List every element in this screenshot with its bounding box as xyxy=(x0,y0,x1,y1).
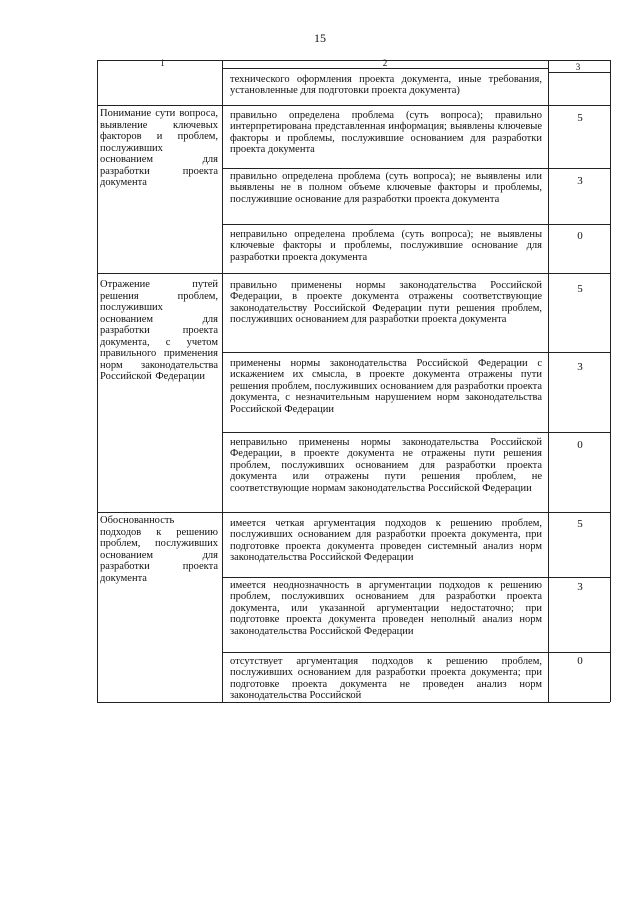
table-rule xyxy=(222,224,610,225)
table-rule xyxy=(97,60,98,702)
table-rule xyxy=(97,60,610,61)
criterion-option-score: 0 xyxy=(577,439,583,451)
criterion-title: Отражение путей решения проблем, послуживших основанием для разработки проекта документа, с учетом правильного применения норм законодательства Российской Федерации xyxy=(100,279,218,382)
criterion-title: Понимание сути вопроса, выявление ключевых факторов и проблем, послуживших основанием для разработки проекта документа xyxy=(100,108,218,188)
table-rule xyxy=(222,352,610,353)
table-rule xyxy=(97,702,610,703)
criterion-option-text: имеется неоднозначность в аргументации подходов к решению проблем, послуживших основанием для разработки проекта документа, или указанной аргументации недостаточно; при подготовке проекта документа проведен неполный анализ норм законодательства Российской Федерации xyxy=(230,580,542,637)
table-rule xyxy=(548,72,610,73)
column-header-1: 1 xyxy=(160,58,165,68)
criterion-option-score: 5 xyxy=(577,283,583,295)
criterion-option-text: правильно применены нормы законодательства Российской Федерации, в проекте документа отражены соответствующие законодательству Российской Федерации пути решения проблем, послуживших основанием для разработки проекта документа xyxy=(230,280,542,326)
criterion-option-text: имеется четкая аргументация подходов к решению проблем, послуживших основанием для разработки проекта документа, при подготовке проекта документа проведен системный анализ норм законодательства Российской Федерации xyxy=(230,518,542,564)
criterion-option-text: правильно определена проблема (суть вопроса); правильно интерпретирована представленная информация; выявлены ключевые факторы и проблемы, послужившие основанием для разработки проекта документа xyxy=(230,110,542,156)
table-rule xyxy=(222,577,610,578)
table-rule xyxy=(97,273,610,274)
criterion-option-score: 5 xyxy=(577,112,583,124)
criterion-option-score: 3 xyxy=(577,581,583,593)
criterion-option-score: 0 xyxy=(577,655,583,667)
column-header-3: 3 xyxy=(575,62,581,72)
criterion-title: Обоснованность подходов к решению проблем, послуживших основанием для разработки проекта документа xyxy=(100,515,218,584)
table-rule xyxy=(222,168,610,169)
criterion-option-text: неправильно применены нормы законодательства Российской Федерации, в проекте документа не отражены пути решения проблем, послуживших основанием для разработки проекта документа или отражены пути решения проблем, не соответствующие нормам законодательства Российской Федерации xyxy=(230,437,542,494)
table-rule xyxy=(97,512,610,513)
table-rule xyxy=(97,105,610,106)
column-header-2: 2 xyxy=(382,58,388,68)
criterion-option-text: правильно определена проблема (суть вопроса); не выявлены или выявлены не в полном объеме ключевые факторы и проблемы, послужившие основание для разработки проекта документа xyxy=(230,171,542,205)
criterion-option-score: 3 xyxy=(577,361,583,373)
continuation-text: технического оформления проекта документа, иные требования, установленные для подготовки проекта документа) xyxy=(230,74,542,97)
criterion-option-text: неправильно определена проблема (суть вопроса); не выявлены ключевые факторы и проблемы, послужившие основание для разработки проекта документа xyxy=(230,229,542,263)
table-rule xyxy=(222,652,610,653)
table-rule xyxy=(610,60,611,702)
table-rule xyxy=(222,60,223,702)
table-rule xyxy=(222,68,548,69)
criterion-option-text: отсутствует аргументация подходов к решению проблем, послуживших основанием для разработки проекта документа; при подготовке проекта документа не проведен анализ норм законодательства Российской xyxy=(230,656,542,702)
criterion-option-score: 5 xyxy=(577,518,583,530)
criterion-option-score: 3 xyxy=(577,175,583,187)
page-number: 15 xyxy=(314,31,326,45)
criterion-option-score: 0 xyxy=(577,230,583,242)
table-rule xyxy=(548,60,549,702)
table-rule xyxy=(222,432,610,433)
criterion-option-text: применены нормы законодательства Российской Федерации с искажением их смысла, в проекте документа отражены пути решения проблем, послуживших основанием для разработки проекта документа, с незначительным нарушением норм законодательства Российской Федерации xyxy=(230,358,542,415)
